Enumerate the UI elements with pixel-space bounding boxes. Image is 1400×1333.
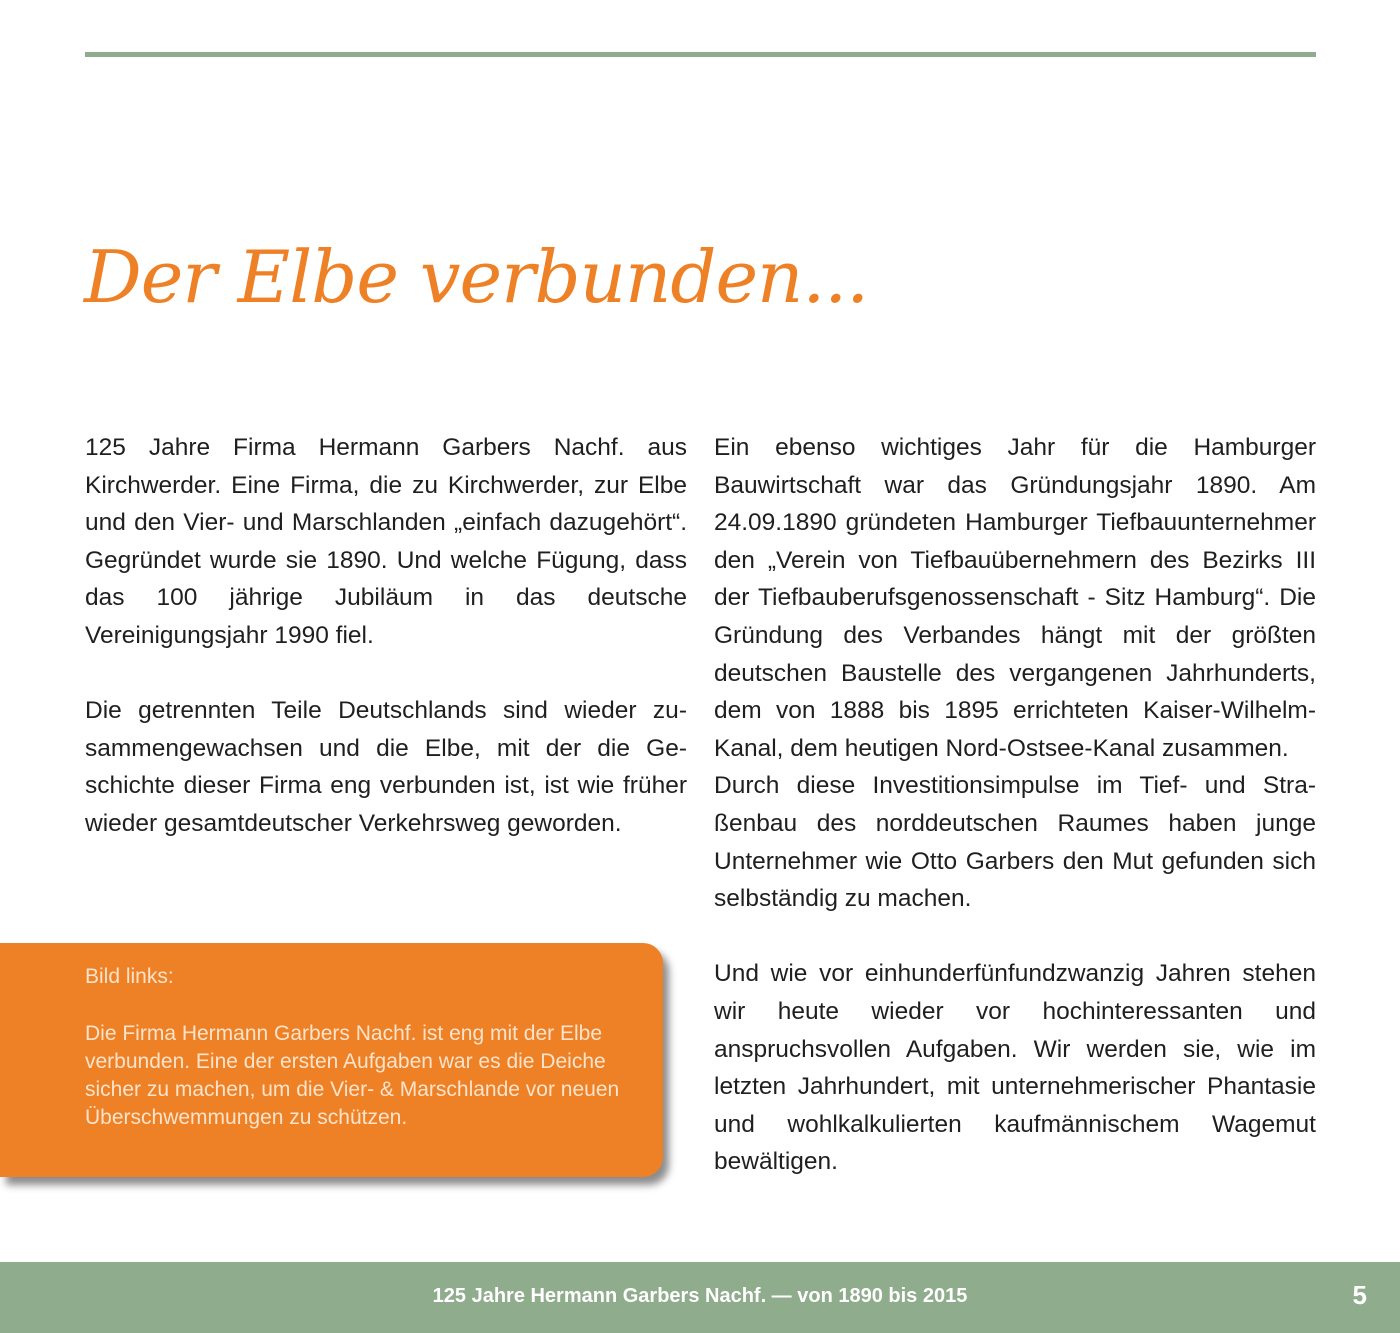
right-text-column — [714, 429, 1316, 1181]
right-paragraph-3: Und wie vor einhunderfünfundzwanzig Jahren stehen wir heute wieder vor hochinteressanten und anspruchsvollen Aufgaben. Wir werden sie, wie im letzten Jahrhundert, mit unternehmerischer Phantasie und wohlkalkulierten kaufmännischem Wagemut bewältigen. — [714, 960, 1316, 1176]
top-divider-rule — [85, 52, 1316, 57]
page-title: Der Elbe verbunden... — [84, 235, 869, 319]
page-number: 5 — [1352, 1280, 1367, 1310]
right-paragraph-2: Durch diese Investitionsimpulse im Tief- und Straßenbau des norddeutschen Raumes haben junge Unternehmer wie Otto Garbers den Mut gefunden sich selbständig zu machen. — [714, 772, 1316, 913]
footer-bar — [0, 1262, 1400, 1333]
caption-heading: Bild links: — [85, 965, 174, 988]
left-paragraph-1: 125 Jahre Firma Hermann Garbers Nachf. aus Kirchwerder. Eine Firma, die zu Kirchwerder, zur Elbe und den Vier- und Marschlanden „einfach dazugehört“. Gegründet wurde sie 1890. Und welche Fügung, dass das 100 jährige Jubiläum in das deutsche Vereinigungsjahr 1990 fiel. — [85, 434, 687, 649]
right-paragraph-1: Ein ebenso wichtiges Jahr für die Hamburger Bauwirtschaft war das Gründungsjahr 1890. Am 24.09.1890 gründeten Hamburger Tiefbauunternehmer den „Verein von Tiefbauübernehmern des Bezirks III der Tiefbauberufsgenossenschaft - Sitz Hamburg“. Die Gründung des Verbandes hängt mit der größten deutschen Baustelle des vergangenen Jahrhunderts, dem von 1888 bis 1895 errichteten Kaiser-Wilhelm-Kanal, dem heutigen Nord-Ostsee-Kanal zusammen. — [714, 434, 1316, 762]
caption-text: Die Firma Hermann Garbers Nachf. ist eng mit der Elbe verbunden. Eine der ersten Aufgaben war es die Deiche sicher zu machen, um die Vier- & Marschlande vor neuen Überschwemmungen zu schützen. — [85, 1021, 620, 1130]
left-paragraph-2: Die getrennten Teile Deutschlands sind wieder zusammengewachsen und die Elbe, mit der die Geschichte dieser Firma eng verbunden ist, ist wie früher wieder gesamtdeutscher Verkehrsweg geworden. — [85, 697, 687, 837]
image-caption-box — [0, 943, 663, 1177]
left-text-column — [85, 429, 687, 843]
footer-text: 125 Jahre Hermann Garbers Nachf. — von 1890 bis 2015 — [432, 1285, 968, 1307]
